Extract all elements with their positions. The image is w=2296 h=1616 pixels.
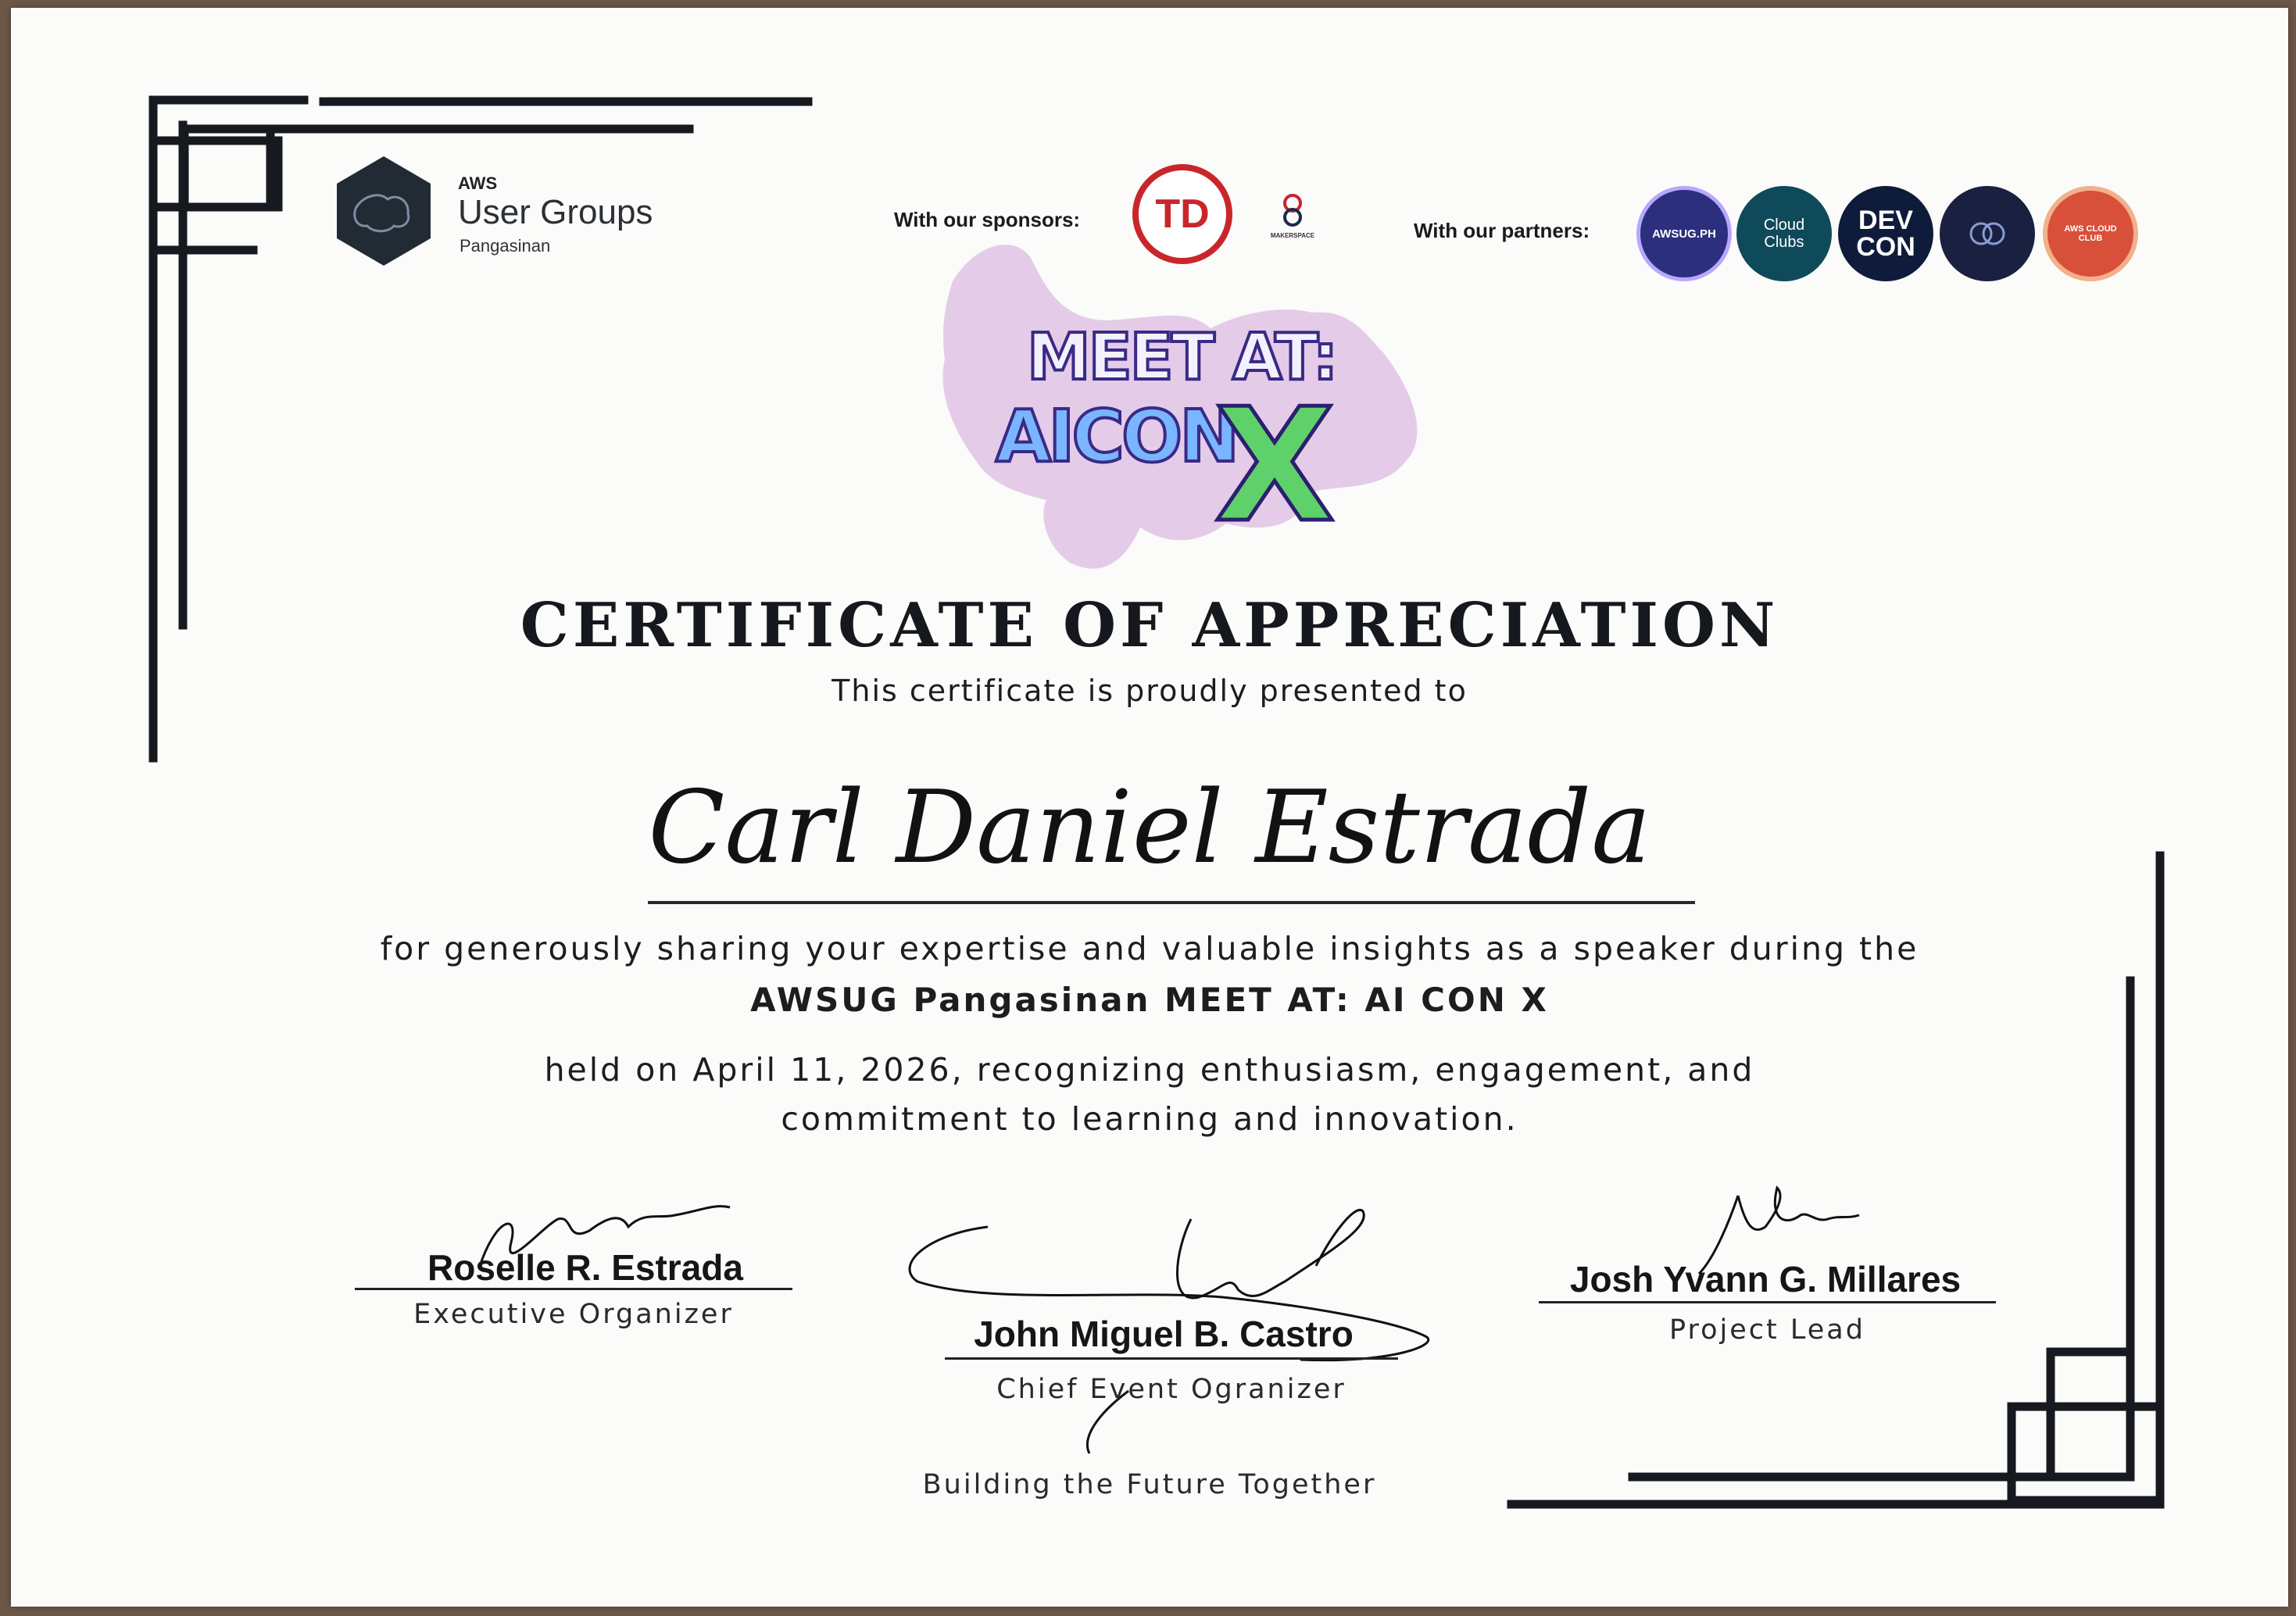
partners-label: With our partners: [1414, 219, 1590, 242]
awsug-ph-partner-logo: AWSUG.PH [1636, 186, 1732, 281]
cloud-clubs-partner-logo: Cloud Clubs [1736, 186, 1832, 281]
event-logo-line2: AICON [996, 395, 1237, 478]
sponsors-label: With our sponsors: [894, 208, 1081, 231]
aws-cloud-club-partner-logo: AWS CLOUD CLUB [2043, 186, 2138, 281]
signatory-1-name: Roselle R. Estrada [427, 1247, 743, 1288]
td-sponsor-logo: TD [1132, 164, 1232, 264]
body-line-3: commitment to learning and innovation. [781, 1100, 1518, 1138]
event-logo [996, 320, 1402, 555]
signatory-1-role: Executive Organizer [413, 1299, 734, 1330]
event-logo-line3: X [1214, 375, 1336, 557]
recipient-name: Carl Daniel Estrada [648, 770, 1651, 886]
user-groups-location: Pangasinan [460, 236, 551, 256]
certificate-title: CERTIFICATE OF APPRECIATION [520, 590, 1779, 661]
signatory-2-role: Chief Event Ogranizer [996, 1374, 1346, 1405]
devcon-partner-logo: DEV CON [1838, 186, 1933, 281]
presented-to-text: This certificate is proudly presented to [831, 674, 1468, 708]
body-line-2: held on April 11, 2026, recognizing enthusiasm, engagement, and [544, 1051, 1755, 1089]
aws-label: AWS [458, 173, 498, 193]
event-logo-line1: MEET AT: [1027, 320, 1336, 395]
signatory-3-role: Project Lead [1669, 1314, 1865, 1346]
svg-text:MAKERSPACE: MAKERSPACE [1270, 232, 1315, 239]
event-name: AWSUG Pangasinan MEET AT: AI CON X [750, 981, 1549, 1019]
partner-logo-4 [1940, 186, 2035, 281]
linked-rings-icon [1964, 218, 2011, 249]
signatory-1-line [355, 1288, 792, 1290]
user-groups-name: User Groups [458, 193, 653, 231]
body-line-1: for generously sharing your expertise and valuable insights as a speaker during the [380, 930, 1919, 967]
aws-user-groups-logo [333, 152, 435, 270]
recipient-underline [648, 901, 1695, 904]
signatory-2-line [945, 1357, 1398, 1360]
certificate-sheet [11, 8, 2288, 1607]
signatory-3-line [1539, 1301, 1996, 1303]
signatory-2-name: John Miguel B. Castro [974, 1314, 1354, 1354]
tagline: Building the Future Together [922, 1469, 1377, 1500]
signatory-3-name: Josh Yvann G. Millares [1569, 1259, 1962, 1300]
